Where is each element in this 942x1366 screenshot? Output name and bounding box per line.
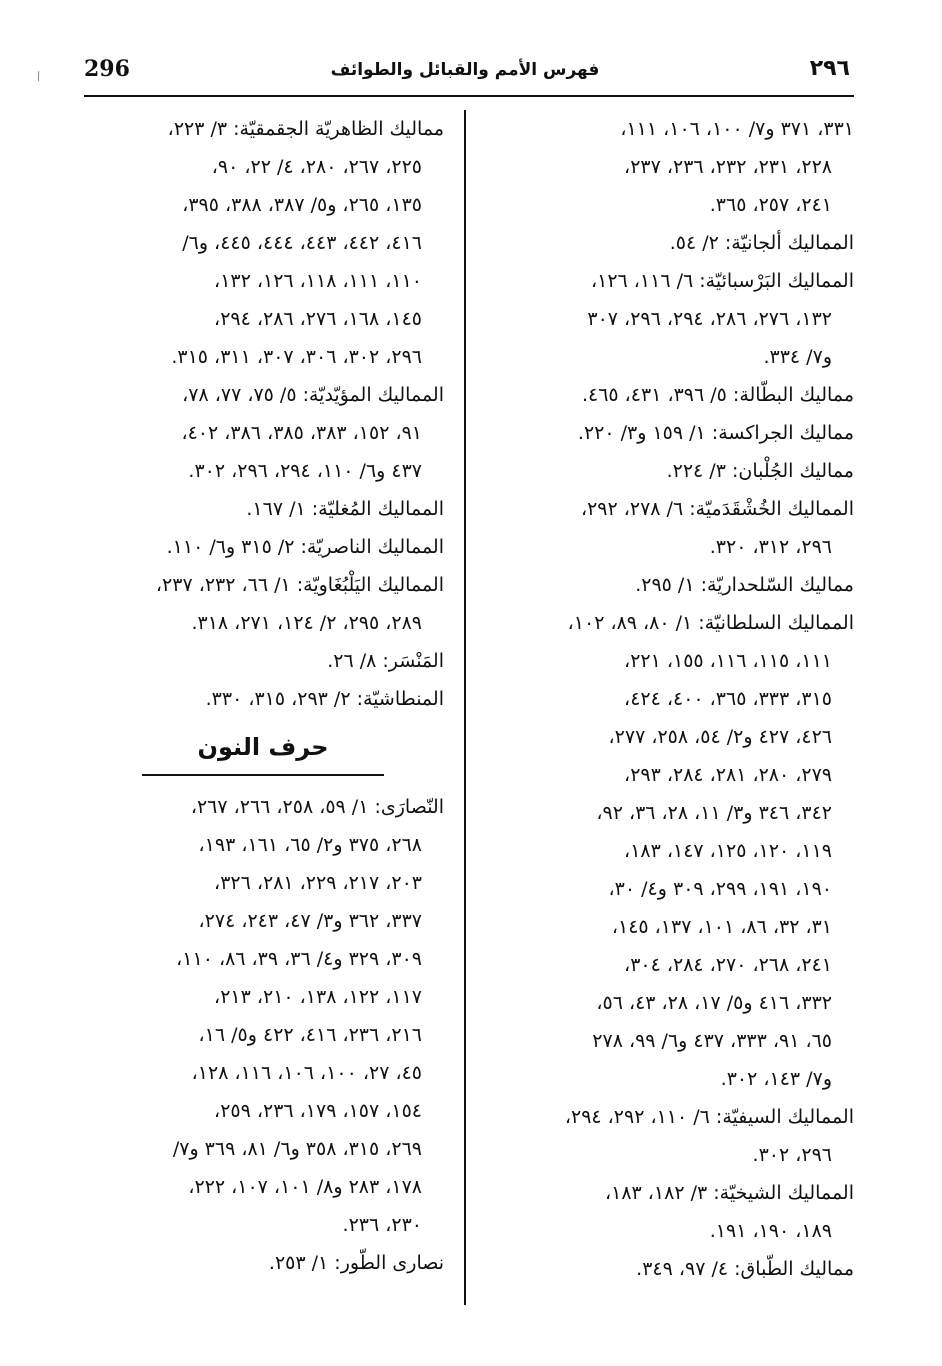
entry-continuation-line: ٢٢٨، ٢٣١، ٢٣٢، ٢٣٦، ٢٣٧، [624, 156, 832, 178]
left-entries-before [82, 110, 444, 718]
page-number-latin: 296 [84, 56, 130, 82]
entry-continuation-line: ٢٤١، ٢٦٨، ٢٧٠، ٢٨٤، ٣٠٤، [624, 954, 832, 976]
entry-heading-line: المماليك المُغليّة: ١/ ١٦٧. [246, 498, 444, 520]
entry-heading-line: مماليك الطّباق: ٤/ ٩٧، ٣٤٩. [636, 1258, 854, 1280]
entry-heading-line: مماليك الجُلْبان: ٣/ ٢٢٤. [666, 460, 854, 482]
entry-continuation-line: ٢٠٣، ٢١٧، ٢٢٩، ٢٨١، ٣٢٦، [214, 872, 422, 894]
index-column-right [492, 110, 854, 1288]
entry-continuation-line: ٢٩٦، ٣١٢، ٣٢٠. [709, 536, 832, 558]
entry-continuation-line: ١٣٢، ٢٧٦، ٢٨٦، ٢٩٤، ٢٩٦، ٣٠٧ [587, 308, 832, 330]
entry-continuation-line: ٦٥، ٩١، ٣٣٣، ٤٣٧ و٦/ ٩٩، ٢٧٨ [592, 1030, 832, 1052]
index-entry [82, 110, 444, 376]
entry-heading-line: مماليك السّلحداريّة: ١/ ٢٩٥. [635, 574, 854, 596]
entry-continuation-line: ١١٩، ١٢٠، ١٢٥، ١٤٧، ١٨٣، [624, 840, 832, 862]
index-entry [82, 788, 444, 1244]
index-entry [82, 680, 444, 718]
header-rule [84, 95, 854, 97]
index-entry [82, 376, 444, 490]
entry-heading-line: المماليك السلطانيّة: ١/ ٨٠، ٨٩، ١٠٢، [567, 612, 854, 634]
entry-continuation-line: ٢٨٩، ٢٩٥، ٢/ ١٢٤، ٢٧١، ٣١٨. [191, 612, 422, 634]
left-entries-after [82, 788, 444, 1282]
entry-heading-line: المماليك اليَلْبُغَاويّة: ١/ ٦٦، ٢٣٢، ٢٣٧، [155, 574, 444, 596]
entry-continuation-line: ٣١٥، ٣٣٣، ٣٦٥، ٤٠٠، ٤٢٤، [624, 688, 832, 710]
entry-continuation-line: ١٨٩، ١٩٠، ١٩١. [709, 1220, 832, 1242]
entry-continuation-line: ٢٦٩، ٣١٥، ٣٥٨ و٦/ ٨١، ٣٦٩ و٧/ [172, 1138, 422, 1160]
entry-heading-line: نصارى الطّور: ١/ ٢٥٣. [268, 1252, 444, 1274]
entry-continuation-line: ٣١، ٣٢، ٨٦، ١٠١، ١٣٧، ١٤٥، [611, 916, 832, 938]
entry-heading-line: المَنْسَر: ٨/ ٢٦. [327, 650, 444, 672]
index-entry [82, 642, 444, 680]
entry-continuation-line: ١١٠، ١١١، ١١٨، ١٢٦، ١٣٢، [214, 270, 422, 292]
entry-continuation-line: ٢٧٩، ٢٨٠، ٢٨١، ٢٨٤، ٢٩٣، [624, 764, 832, 786]
index-entry [82, 1244, 444, 1282]
entry-heading-line: المماليك الخُشْقَدَميّة: ٦/ ٢٧٨، ٢٩٢، [580, 498, 854, 520]
index-entry [492, 1174, 854, 1250]
entry-heading-line: المماليك السيفيّة: ٦/ ١١٠، ٢٩٢، ٢٩٤، [564, 1106, 854, 1128]
entry-continuation-line: ٢٣٠، ٢٣٦. [342, 1214, 422, 1236]
entry-continuation-line: ١٤٥، ١٦٨، ٢٧٦، ٢٨٦، ٢٩٤، [214, 308, 422, 330]
entry-heading-line: مماليك البطّالة: ٥/ ٣٩٦، ٤٣١، ٤٦٥. [581, 384, 854, 406]
entry-continuation-line: ٣٤٢، ٣٤٦ و٣/ ١١، ٢٨، ٣٦، ٩٢، [596, 802, 832, 824]
index-entry [492, 262, 854, 376]
entry-continuation-line: ٣٣٢، ٤١٦ و٥/ ١٧، ٢٨، ٤٣، ٥٦، [596, 992, 832, 1014]
index-entry [492, 490, 854, 566]
index-entry [82, 490, 444, 528]
entry-heading-line: المماليك الناصريّة: ٢/ ٣١٥ و٦/ ١١٠. [166, 536, 444, 558]
index-entry [492, 414, 854, 452]
column-divider [464, 110, 466, 1305]
section-heading: حرف النون [197, 733, 329, 761]
entry-continuation-line: ٩١، ١٥٢، ٣٨٣، ٣٨٥، ٣٨٦، ٤٠٢، [181, 422, 422, 444]
index-entry [82, 528, 444, 566]
entry-continuation-line: ١٥٤، ١٥٧، ١٧٩، ٢٣٦، ٢٥٩، [214, 1100, 422, 1122]
entry-heading-line: المماليك الشيخيّة: ٣/ ١٨٢، ١٨٣، [604, 1182, 854, 1204]
entry-continuation-line: ٣٣٧، ٣٦٢ و٣/ ٤٧، ٢٤٣، ٢٧٤، [198, 910, 422, 932]
entry-continuation-line: ١٣٥، ٢٦٥، و٥/ ٣٨٧، ٣٨٨، ٣٩٥، [182, 194, 422, 216]
entry-continuation-line: و٧/ ١٤٣، ٣٠٢. [720, 1068, 832, 1090]
entry-continuation-line: ٢٤١، ٢٥٧، ٣٦٥. [709, 194, 832, 216]
index-entry [492, 1098, 854, 1174]
entry-continuation-line: ٢٩٦، ٣٠٢. [752, 1144, 832, 1166]
entry-continuation-line: ١١١، ١١٥، ١١٦، ١٥٥، ٢٢١، [624, 650, 832, 672]
entry-heading-line: المنطاشيّة: ٢/ ٢٩٣، ٣١٥، ٣٣٠. [205, 688, 444, 710]
index-entry [492, 1250, 854, 1288]
entry-continuation-line: ١٧٨، ٢٨٣ و٨/ ١٠١، ١٠٧، ٢٢٢، [188, 1176, 422, 1198]
entry-continuation-line: ٢٦٨، ٣٧٥ و٢/ ٦٥، ١٦١، ١٩٣، [198, 834, 422, 856]
index-entry [492, 224, 854, 262]
entry-continuation-line: ٣٠٩، ٣٢٩ و٤/ ٣٦، ٣٩، ٨٦، ١١٠، [176, 948, 422, 970]
entry-continuation-line: ٤٢٦، ٤٢٧ و٢/ ٥٤، ٢٥٨، ٢٧٧، [608, 726, 832, 748]
index-entry [492, 566, 854, 604]
entry-heading-line: ٣٣١، ٣٧١ و٧/ ١٠٠، ١٠٦، ١١١، [620, 118, 854, 140]
entry-continuation-line: ٤٣٧ و٦/ ١١٠، ٢٩٤، ٢٩٦، ٣٠٢. [188, 460, 422, 482]
index-entry [492, 110, 854, 224]
entry-heading-line: المماليك ألجانيّة: ٢/ ٥٤. [669, 232, 854, 254]
index-entry [82, 566, 444, 642]
index-entry [492, 376, 854, 414]
entry-heading-line: النّصارَى: ١/ ٥٩، ٢٥٨، ٢٦٦، ٢٦٧، [190, 796, 444, 818]
index-entry [492, 452, 854, 490]
entry-continuation-line: ١٩٠، ١٩١، ٢٩٩، ٣٠٩ و٤/ ٣٠، [608, 878, 832, 900]
entry-heading-line: مماليك الظاهريّة الجقمقيّة: ٣/ ٢٢٣، [167, 118, 444, 140]
entry-continuation-line: ١١٧، ١٢٢، ١٣٨، ٢١٠، ٢١٣، [214, 986, 422, 1008]
entry-continuation-line: ٤٥، ٢٧، ١٠٠، ١٠٦، ١١٦، ١٢٨، [191, 1062, 422, 1084]
index-entry [492, 604, 854, 1098]
entry-heading-line: المماليك المؤيّديّة: ٥/ ٧٥، ٧٧، ٧٨، [182, 384, 444, 406]
entry-continuation-line: و٧/ ٣٣٤. [763, 346, 832, 368]
entry-continuation-line: ٤١٦، ٤٤٢، ٤٤٣، ٤٤٤، ٤٤٥، و٦/ [182, 232, 422, 254]
entry-continuation-line: ٢١٦، ٢٣٦، ٤١٦، ٤٢٢ و٥/ ١٦، [198, 1024, 422, 1046]
entry-continuation-line: ٢٢٥، ٢٦٧، ٢٨٠، ٤/ ٢٢، ٩٠، [211, 156, 422, 178]
entry-heading-line: مماليك الجراكسة: ١/ ١٥٩ و٣/ ٢٢٠. [577, 422, 854, 444]
entry-continuation-line: ٢٩٦، ٣٠٢، ٣٠٦، ٣٠٧، ٣١١، ٣١٥. [171, 346, 422, 368]
entry-heading-line: المماليك البَرْسبائيّة: ٦/ ١١٦، ١٢٦، [590, 270, 854, 292]
section-heading-rule [142, 774, 384, 776]
running-title: فهرس الأمم والقبائل والطوائف [330, 60, 600, 80]
page-number-arabic: ٢٩٦ [809, 56, 850, 81]
scan-mark: ⁄ [34, 70, 43, 83]
index-column-left [82, 110, 444, 1282]
